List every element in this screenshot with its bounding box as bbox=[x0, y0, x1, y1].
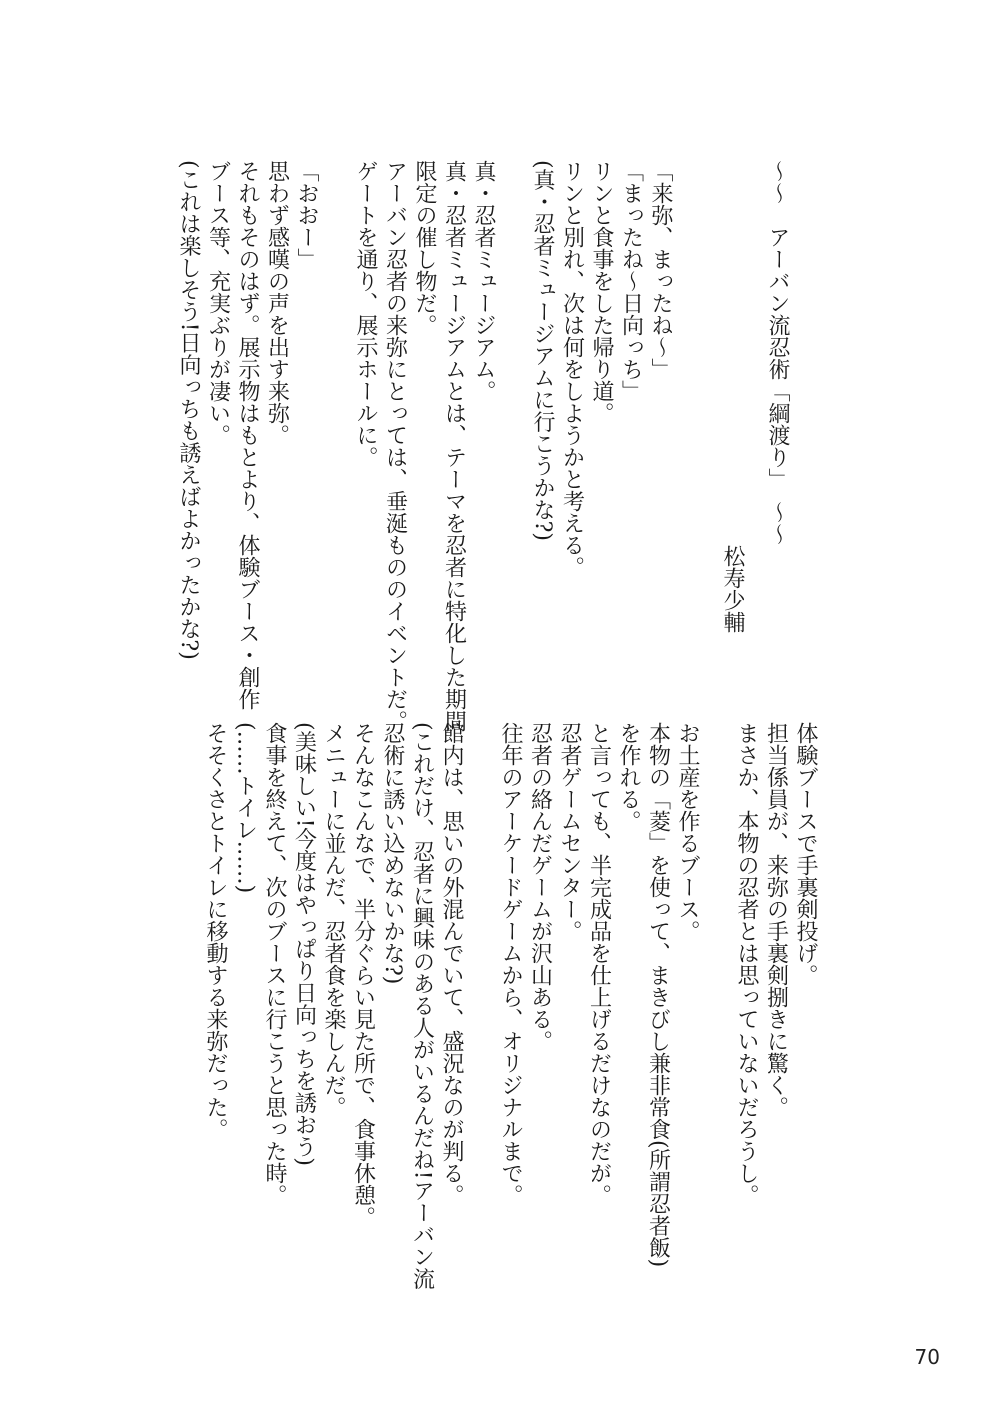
text-line: ゲートを通り、展示ホールに。 bbox=[353, 160, 378, 468]
title-text: ～～ アーバン流忍術「綱渡り」 ～～ bbox=[765, 160, 790, 545]
text-line: まさか、本物の忍者とは思っていないだろうし。 bbox=[734, 722, 759, 1206]
text-line: 忍者の絡んだゲームが沢山ある。 bbox=[527, 722, 553, 1052]
text-line: リンと食事をした帰り道。 bbox=[589, 160, 614, 424]
text-line: 「来弥、まったね～」 bbox=[648, 160, 673, 380]
text-line: 本物の「菱」を使って、まきびし兼非常食(所謂忍者飯) bbox=[645, 722, 671, 1268]
story-title bbox=[755, 160, 795, 630]
text-line: 限定の催し物だ。 bbox=[412, 160, 437, 336]
text-line: 忍術に誘い込めないかな?) bbox=[380, 722, 405, 985]
text-line: 館内は、思いの外混んでいて、盛況なのが判る。 bbox=[439, 722, 464, 1206]
paragraph-gap bbox=[466, 722, 496, 1242]
text-line: (これだけ、忍者に興味のある人がいるんだね!アーバン流 bbox=[409, 722, 435, 1290]
text-line: お土産を作るブース。 bbox=[675, 722, 700, 942]
text-line: ブース等、充実ぶりが凄い。 bbox=[205, 160, 231, 446]
text-line: 真・忍者ミュージアムとは、テーマを忍者に特化した期間 bbox=[441, 160, 467, 732]
page-number: 70 bbox=[914, 1345, 940, 1369]
text-line: 忍者ゲームセンター。 bbox=[557, 722, 582, 942]
text-line: リンと別れ、次は何をしようかと考える。 bbox=[559, 160, 585, 578]
text-line: 思わず感嘆の声を出す来弥。 bbox=[264, 160, 290, 446]
text-line: (これは楽しそう!日向っちも誘えばよかったかな?) bbox=[176, 160, 201, 660]
text-line: アーバン忍者の来弥にとっては、垂涎もののイベントだ。 bbox=[382, 160, 408, 732]
text-line: 真・忍者ミュージアム。 bbox=[471, 160, 496, 402]
text-line: 往年のアーケードゲームから、オリジナルまで。 bbox=[498, 722, 523, 1206]
text-line: (美味しい!今度はやっぱり日向っちを誘おう) bbox=[291, 722, 317, 1167]
author-name: 松寿少輔 bbox=[720, 545, 745, 633]
text-line: (……トイレ……) bbox=[232, 722, 258, 894]
text-line: を作れる。 bbox=[616, 722, 641, 832]
text-line: メニューに並んだ、忍者食を楽しんだ。 bbox=[321, 722, 346, 1118]
text-line: そそくさとトイレに移動する来弥だった。 bbox=[203, 722, 228, 1140]
text-line: と言っても、半完成品を仕上げるだけなのだが。 bbox=[586, 722, 612, 1206]
paragraph-gap bbox=[321, 160, 351, 640]
lower-text-block bbox=[203, 722, 820, 1290]
paragraph-gap bbox=[702, 722, 732, 1242]
text-line: (真・忍者ミュージアムに行こうかな?) bbox=[530, 160, 555, 541]
text-line: 体験ブースで手裏剣投げ。 bbox=[793, 722, 818, 986]
text-line: 食事を終えて、次のブースに行こうと思った時。 bbox=[262, 722, 287, 1206]
text-line: そんなこんなで、半分ぐらい見た所で、食事休憩。 bbox=[350, 722, 376, 1228]
upper-text-block bbox=[176, 160, 675, 732]
text-line: 「おおー」 bbox=[294, 160, 319, 270]
text-line: 担当係員が、来弥の手裏剣捌きに驚く。 bbox=[763, 722, 789, 1118]
text-line: 「まったね～日向っち」 bbox=[618, 160, 644, 402]
paragraph-gap bbox=[498, 160, 528, 640]
text-line: それもそのはず。展示物はもとより、体験ブース・創作 bbox=[235, 160, 260, 710]
